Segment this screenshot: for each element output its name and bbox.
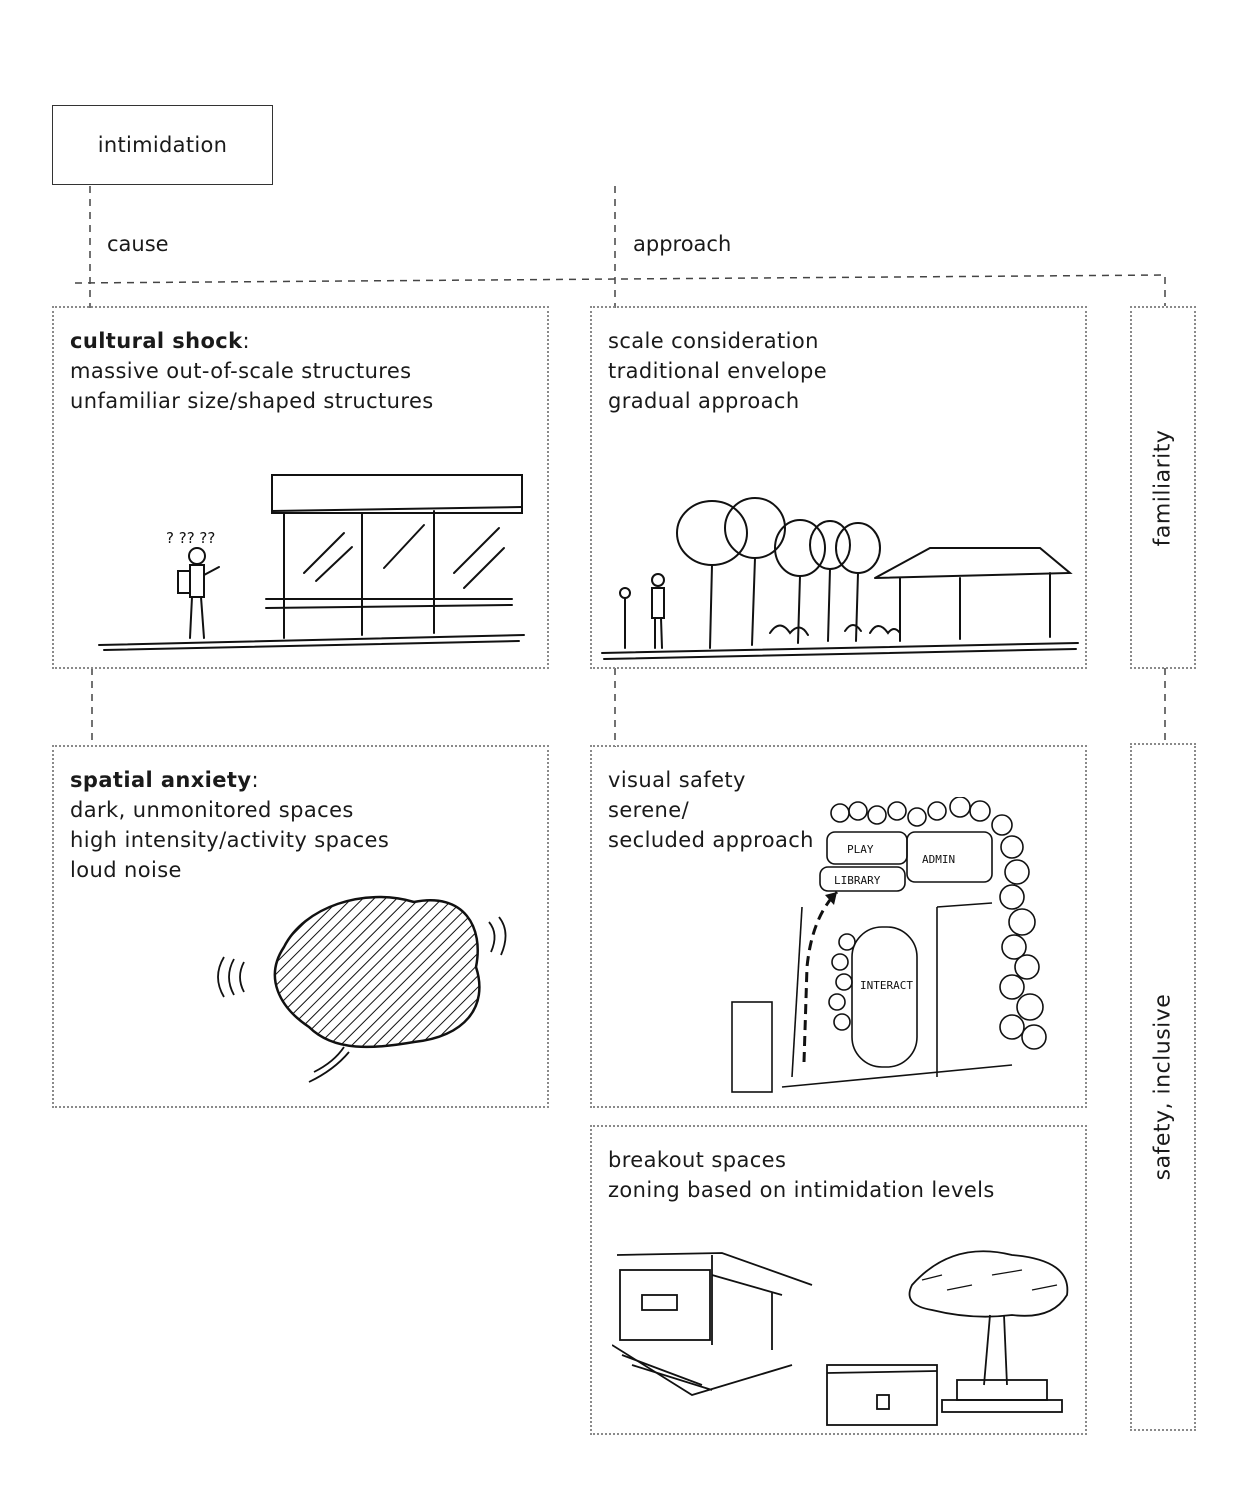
panel-safety-inclusive — [1130, 743, 1196, 1431]
scale-line-3: gradual approach — [608, 389, 800, 413]
sketch-hatched-blob — [214, 877, 524, 1097]
approach-label: approach — [633, 232, 732, 256]
breakout-line-1: breakout spaces — [608, 1148, 787, 1172]
breakout-line-2: zoning based on intimidation levels — [608, 1178, 995, 1202]
panel-spatial-anxiety — [52, 745, 549, 1108]
sketch-label-admin: ADMIN — [922, 853, 956, 866]
horizontal-connector — [75, 275, 1165, 306]
sketch-breakout-buildings — [612, 1245, 1077, 1430]
familiarity-label: familiarity — [1150, 429, 1176, 546]
panel-scale-consideration-text — [608, 326, 827, 416]
sketch-label-play: PLAY — [847, 843, 874, 856]
spatial-anxiety-colon: : — [251, 768, 259, 792]
panel-scale-consideration — [590, 306, 1087, 669]
root-label: intimidation — [97, 133, 228, 157]
cultural-shock-line-2: unfamiliar size/shaped structures — [70, 389, 434, 413]
cause-label: cause — [107, 232, 169, 256]
panel-cultural-shock-text — [70, 326, 434, 416]
spatial-anxiety-line-2: high intensity/activity spaces — [70, 828, 390, 852]
sketch-label-library: LIBRARY — [834, 874, 881, 887]
sketch-oversized-building — [94, 463, 534, 663]
sketch-site-plan — [712, 797, 1082, 1102]
panel-visual-safety — [590, 745, 1087, 1108]
sketch-label-interact: INTERACT — [860, 979, 913, 992]
spatial-anxiety-line-1: dark, unmonitored spaces — [70, 798, 354, 822]
panel-cultural-shock — [52, 306, 549, 669]
scale-line-1: scale consideration — [608, 329, 819, 353]
spatial-anxiety-line-3: loud noise — [70, 858, 182, 882]
spatial-anxiety-heading: spatial anxiety — [70, 768, 252, 792]
confused-marks: ? ?? ?? — [166, 529, 216, 547]
visual-safety-line-1: visual safety — [608, 768, 746, 792]
panel-spatial-anxiety-text — [70, 765, 389, 885]
cultural-shock-heading: cultural shock — [70, 329, 243, 353]
safety-inclusive-label: safety, inclusive — [1150, 993, 1176, 1181]
sketch-trees-and-house — [600, 493, 1080, 663]
root-node-intimidation — [52, 105, 273, 185]
visual-safety-line-2: serene/ — [608, 798, 690, 822]
cultural-shock-line-1: massive out-of-scale structures — [70, 359, 412, 383]
panel-familiarity — [1130, 306, 1196, 669]
panel-breakout-spaces — [590, 1125, 1087, 1435]
visual-safety-line-3: secluded approach — [608, 828, 814, 852]
panel-breakout-spaces-text — [608, 1145, 995, 1205]
scale-line-2: traditional envelope — [608, 359, 828, 383]
cultural-shock-colon: : — [242, 329, 250, 353]
